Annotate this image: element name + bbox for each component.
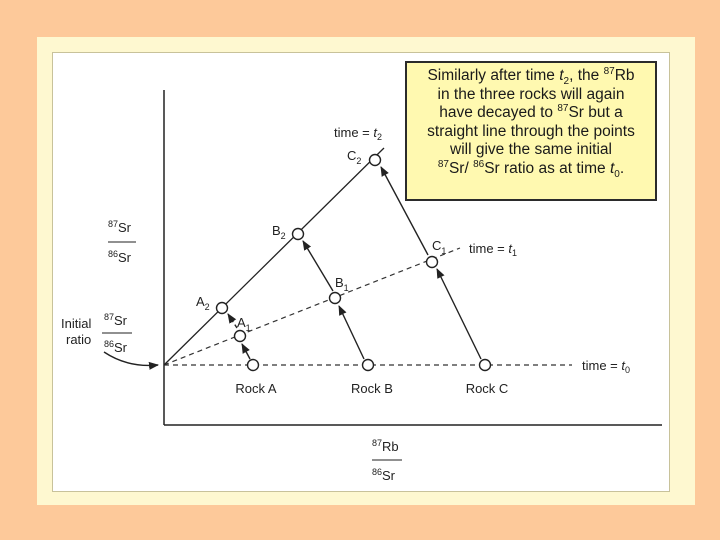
point-c1 — [427, 257, 438, 268]
decay-arrow-a1-a2 — [228, 314, 237, 328]
point-c2 — [370, 155, 381, 166]
label-b2: $B_2$ — [272, 223, 286, 241]
svg-text:87Rb: $^{87}$Rb — [372, 438, 399, 454]
initial-ratio-label — [61, 312, 132, 355]
point-rock-c-t0 — [480, 360, 491, 371]
svg-text:ratio: ratio — [66, 332, 92, 347]
point-a1 — [235, 331, 246, 342]
point-a2 — [217, 303, 228, 314]
x-axis-ratio-label — [372, 438, 402, 483]
rock-c-label: Rock C — [465, 381, 509, 396]
rock-a-label: Rock A — [235, 381, 277, 396]
rock-b-label: Rock B — [351, 381, 393, 396]
label-c1: $C_1$ — [432, 238, 447, 256]
explanation-callout — [405, 61, 657, 201]
y-axis-ratio-label — [108, 219, 136, 265]
time-t2-label: time = $t_2$ — [334, 125, 383, 142]
callout-line-6: $^{87}$Sr/ $^{86}$Sr ratio as at time $t_0$. — [437, 158, 625, 180]
time-t1-label: time = $t_1$ — [469, 241, 518, 258]
callout-line-4: straight line through the points — [427, 122, 635, 140]
decay-arrow-b1-b2 — [303, 241, 333, 291]
decay-arrow-a0-a1 — [242, 344, 250, 359]
decay-arrow-b0-b1 — [339, 306, 364, 359]
callout-line-1: Similarly after time $t_2$, the $^{87}$Rb — [427, 65, 635, 88]
callout-line-5: will give the same initial — [450, 141, 612, 158]
svg-text:Initial: Initial — [61, 316, 92, 331]
point-rock-b-t0 — [363, 360, 374, 371]
initial-ratio-arrow — [104, 352, 158, 365]
label-b1: $B_1$ — [335, 275, 349, 293]
time-t0-label: time = $t_0$ — [582, 358, 631, 375]
point-b1 — [330, 293, 341, 304]
label-a1: $A_1$ — [237, 315, 251, 333]
callout-line-2: in the three rocks will again — [437, 85, 625, 103]
svg-text:86Sr: $^{86}$Sr — [104, 339, 128, 355]
point-b2 — [293, 229, 304, 240]
callout-line-3: have decayed to $^{87}$Sr but a — [439, 102, 623, 121]
svg-text:86Sr: $^{86}$Sr — [108, 249, 132, 265]
svg-text:86Sr: $^{86}$Sr — [372, 467, 396, 483]
svg-text:87Sr: $^{87}$Sr — [108, 219, 132, 235]
point-rock-a-t0 — [248, 360, 259, 371]
decay-arrow-c0-c1 — [437, 269, 481, 359]
label-a2: $A_2$ — [196, 294, 210, 312]
label-c2: $C_2$ — [347, 148, 362, 166]
svg-text:87Sr: $^{87}$Sr — [104, 312, 128, 328]
